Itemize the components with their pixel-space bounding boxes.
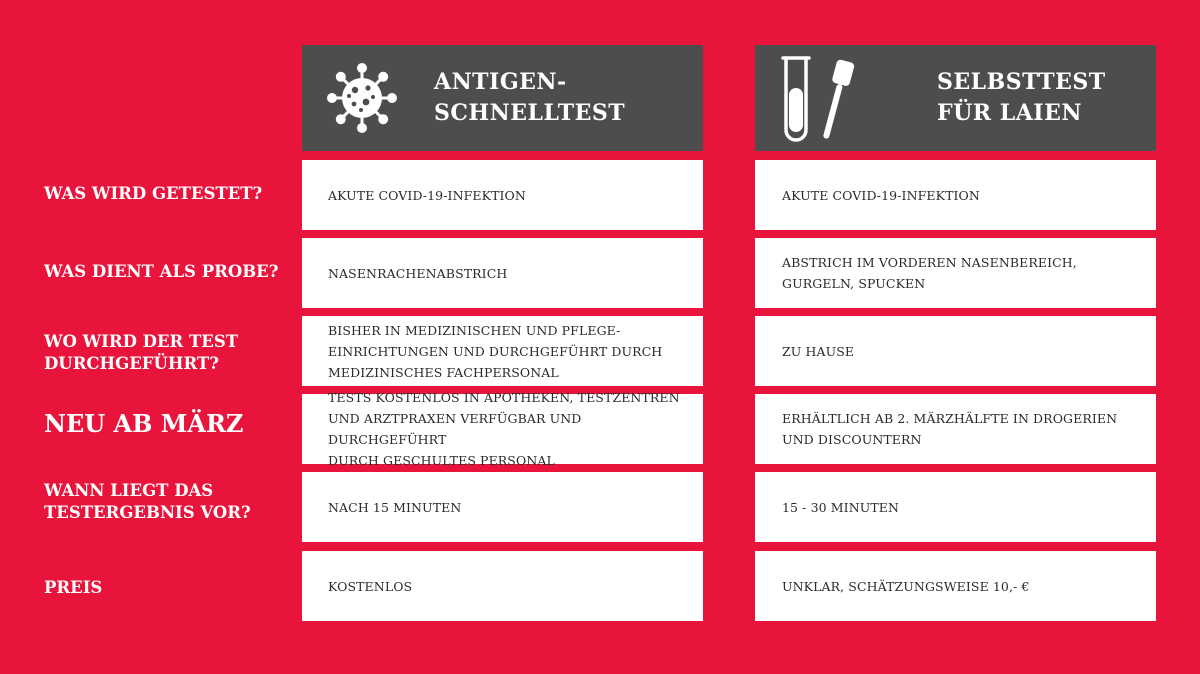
column-header-antigen [302,45,703,151]
cell-antigen-preis: KOSTENLOS [302,551,703,621]
virus-icon [326,62,398,134]
cell-selbsttest-getestet: AKUTE COVID-19-INFEKTION [755,160,1156,230]
row-label-ergebnis: WANN LIEGT DAS TESTERGEBNIS VOR? [44,481,251,522]
cell-selbsttest-neu: ERHÄLTLICH AB 2. MÄRZHÄLFTE IN DROGERIEN UND DISCOUNTERN [755,394,1156,464]
row-label-neu-ab-maerz: NEU AB MÄRZ [44,409,244,438]
cell-selbsttest-preis: UNKLAR, SCHÄTZUNGSWEISE 10,- € [755,551,1156,621]
cell-antigen-getestet: AKUTE COVID-19-INFEKTION [302,160,703,230]
row-label-preis: PREIS [44,578,103,597]
cell-selbsttest-probe: ABSTRICH IM VORDEREN NASENBEREICH, GURGELN, SPUCKEN [755,238,1156,308]
test-tube-swab-icon [781,50,861,146]
column-title-selbsttest: SELBSTTEST FÜR LAIEN [937,69,1106,126]
column-header-selbsttest [755,45,1156,151]
cell-antigen-ergebnis: NACH 15 MINUTEN [302,472,703,542]
row-label-probe: WAS DIENT ALS PROBE? [44,262,279,281]
row-label-getestet: WAS WIRD GETESTET? [44,184,263,203]
cell-antigen-probe: NASENRACHENABSTRICH [302,238,703,308]
cell-antigen-ort: BISHER IN MEDIZINISCHEN UND PFLEGE- EINRICHTUNGEN UND DURCHGEFÜHRT DURCH MEDIZINISCHES FACHPERSONAL [302,316,703,386]
cell-antigen-neu: TESTS KOSTENLOS IN APOTHEKEN, TESTZENTREN UND ARZTPRAXEN VERFÜGBAR UND DURCHGEFÜHRT DURCH GESCHULTES PERSONAL [302,394,703,464]
column-title-antigen: ANTIGEN- SCHNELLTEST [434,69,626,126]
cell-selbsttest-ergebnis: 15 - 30 MINUTEN [755,472,1156,542]
cell-selbsttest-ort: ZU HAUSE [755,316,1156,386]
row-label-ort: WO WIRD DER TEST DURCHGEFÜHRT? [44,332,239,373]
